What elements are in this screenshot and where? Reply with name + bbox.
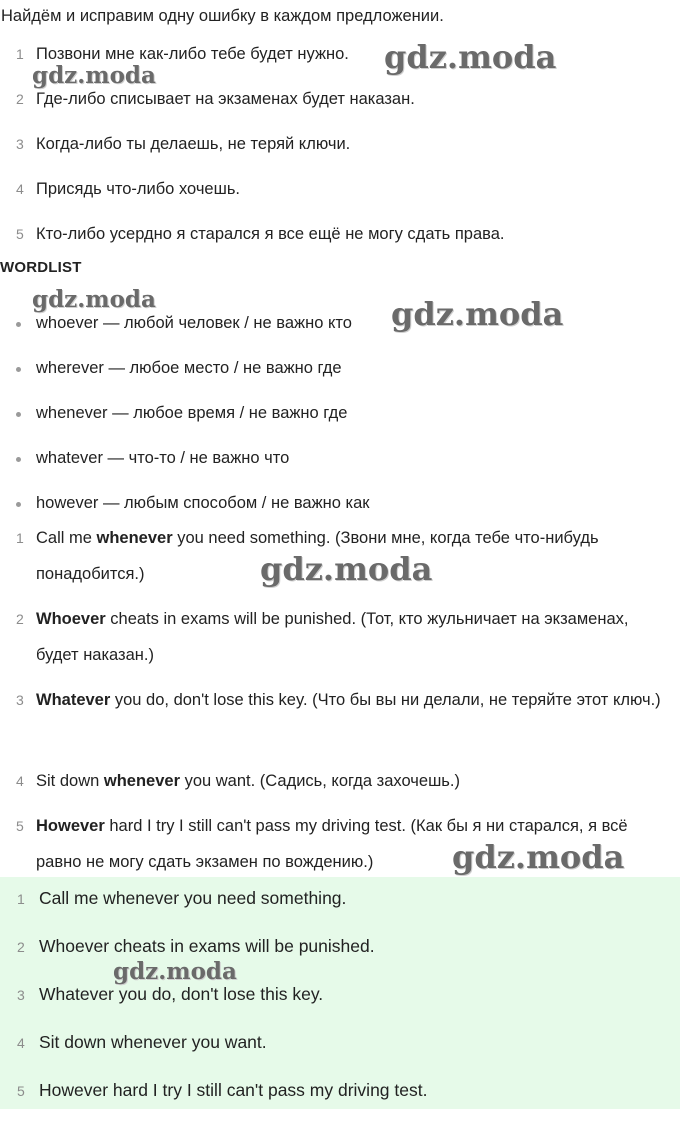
answer-number: 5 xyxy=(16,818,24,834)
exercise-sentence: Позвони мне как-либо тебе будет нужно. xyxy=(36,45,349,63)
exercise-sentence: Где-либо списывает на экзаменах будет наказан. xyxy=(36,90,415,108)
answer-keyword: whenever xyxy=(96,529,173,547)
answer-number: 1 xyxy=(16,530,24,546)
answer-keyword: Whatever xyxy=(36,691,111,709)
wordlist-item: whenever — любое время / не важно где xyxy=(36,404,348,422)
answer-number: 4 xyxy=(16,773,24,789)
wordlist-heading: WORDLIST xyxy=(0,259,82,276)
answer-number: 2 xyxy=(16,611,24,627)
answer-text: you need something. (Звони мне, когда тебе что-нибудь понадобится.) xyxy=(36,529,599,583)
final-sentence: Call me whenever you need something. xyxy=(39,888,347,908)
bullet-icon xyxy=(16,457,21,462)
bullet-icon xyxy=(16,412,21,417)
exercise-number: 4 xyxy=(16,181,24,197)
wordlist-item: whoever — любой человек / не важно кто xyxy=(36,314,352,332)
answer-sentence xyxy=(36,763,672,799)
final-answers-box xyxy=(0,877,680,1109)
final-number: 3 xyxy=(17,987,25,1003)
final-number: 1 xyxy=(17,891,25,907)
answer-sentence xyxy=(36,601,672,673)
answer-text: cheats in exams will be punished. (Тот, кто жульничает на экзаменах, будет наказан.) xyxy=(36,610,629,664)
exercise-number: 2 xyxy=(16,91,24,107)
exercise-number: 5 xyxy=(16,226,24,242)
final-sentence: Sit down whenever you want. xyxy=(39,1032,267,1052)
final-sentence: However hard I try I still can't pass my driving test. xyxy=(39,1080,428,1100)
watermark: gdz.moda xyxy=(452,838,625,876)
bullet-icon xyxy=(16,502,21,507)
bullet-icon xyxy=(16,322,21,327)
final-number: 5 xyxy=(17,1083,25,1099)
answer-text: you do, don't lose this key. (Что бы вы ни делали, не теряйте этот ключ.) xyxy=(110,691,661,709)
wordlist-item: however — любым способом / не важно как xyxy=(36,494,370,512)
answer-text: you want. (Садись, когда захочешь.) xyxy=(180,772,460,790)
exercise-sentence: Когда-либо ты делаешь, не теряй ключи. xyxy=(36,135,351,153)
final-sentence: Whoever cheats in exams will be punished. xyxy=(39,936,375,956)
wordlist-item: whatever — что-то / не важно что xyxy=(36,449,290,467)
watermark: gdz.moda xyxy=(32,62,156,89)
final-number: 2 xyxy=(17,939,25,955)
exercise-number: 1 xyxy=(16,46,24,62)
answer-text: hard I try I still can't pass my driving test. (Как бы я ни старался, я всё равно не могу сдать экзамен по вождению.) xyxy=(36,817,628,871)
wordlist-item: wherever — любое место / не важно где xyxy=(36,359,342,377)
answer-keyword: However xyxy=(36,817,105,835)
final-sentence: Whatever you do, don't lose this key. xyxy=(39,984,324,1004)
page-title: Найдём и исправим одну ошибку в каждом предложении. xyxy=(1,7,444,25)
watermark: gdz.moda xyxy=(391,295,564,333)
watermark: gdz.moda xyxy=(113,958,237,985)
answer-text: Sit down xyxy=(36,772,104,790)
exercise-sentence: Присядь что-либо хочешь. xyxy=(36,180,241,198)
bullet-icon xyxy=(16,367,21,372)
watermark: gdz.moda xyxy=(32,286,156,313)
final-number: 4 xyxy=(17,1035,25,1051)
answer-keyword: Whoever xyxy=(36,610,106,628)
answer-keyword: whenever xyxy=(103,772,180,790)
exercise-sentence: Кто-либо усердно я старался я все ещё не могу сдать права. xyxy=(36,225,505,243)
answer-text: Call me xyxy=(36,529,97,547)
exercise-number: 3 xyxy=(16,136,24,152)
watermark: gdz.moda xyxy=(260,550,433,588)
answer-sentence xyxy=(36,682,672,718)
watermark: gdz.moda xyxy=(384,38,557,76)
answer-number: 3 xyxy=(16,692,24,708)
